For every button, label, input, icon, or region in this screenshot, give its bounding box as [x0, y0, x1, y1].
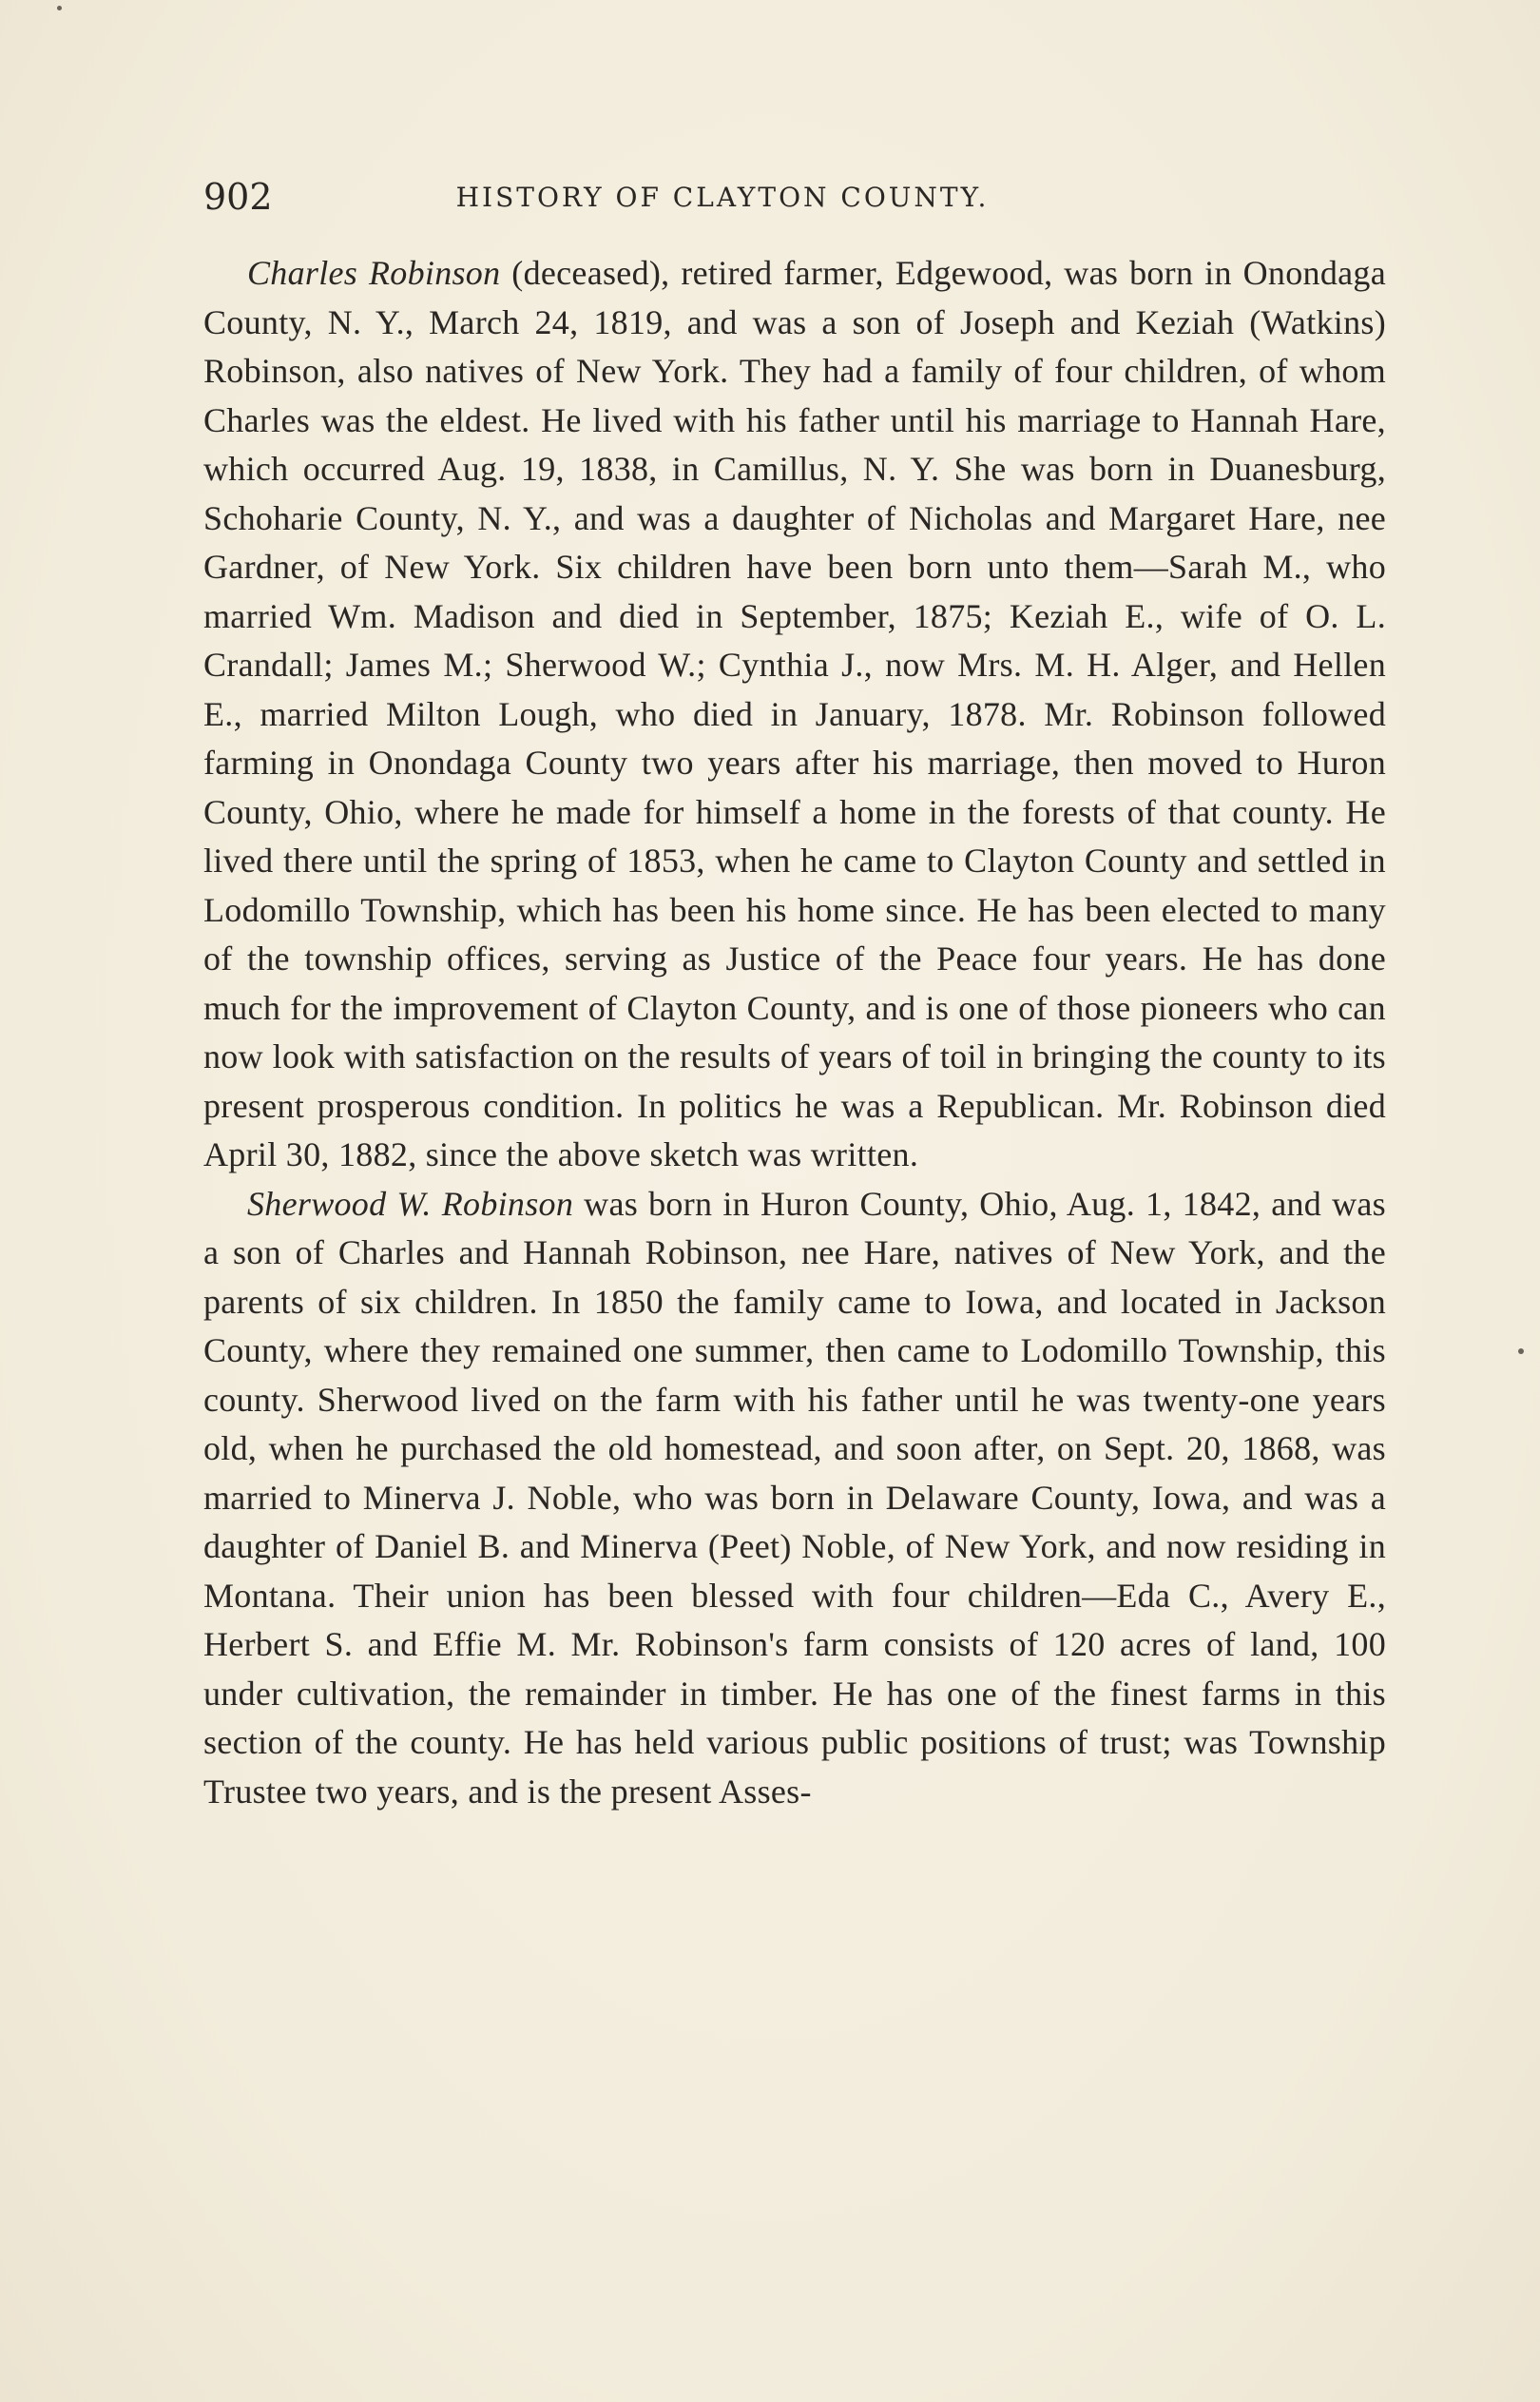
running-title: HISTORY OF CLAYTON COUNTY. — [455, 182, 990, 213]
subject-name: Charles Robinson — [247, 254, 501, 292]
paragraph-body: was born in Huron County, Ohio, Aug. 1, 1842, and was a son of Charles and Hannah Robinson, nee Hare, natives of New York, and the parents of six children. In 1850 the family came to Iowa, and located in Jackson County, where they remained one summer, then came to Lodomillo Township, this county. Sherwood lived on the farm with his father until he was twenty-one years old, when he purchased the old homestead, and soon after, on Sept. 20, 1868, was married to Minerva J. Noble, who was born in Delaware County, Iowa, and was a daughter of Daniel B. and Minerva (Peet) Noble, of New York, and now residing in Montana. Their union has been blessed with four children—Eda C., Avery E., Herbert S. and Effie M. Mr. Robinson's farm consists of 120 acres of land, 100 under cultivation, the remainder in timber. He has one of the finest farms in this section of the county. He has held various public positions of trust; was Township Trustee two years, and is the present Asses- — [203, 1184, 1386, 1811]
paragraph-sherwood-robinson — [203, 1180, 1386, 1817]
running-head — [203, 173, 1356, 221]
body-text — [203, 249, 1386, 1816]
margin-speck — [1518, 1348, 1524, 1354]
paragraph-body: (deceased), retired farmer, Edgewood, was born in Onondaga County, N. Y., March 24, 1819, and was a son of Joseph and Keziah (Watkins) Robinson, also natives of New York. They had a family of four children, of whom Charles was the eldest. He lived with his father until his marriage to Hannah Hare, which occurred Aug. 19, 1838, in Camillus, N. Y. She was born in Duanesburg, Schoharie County, N. Y., and was a daughter of Nicholas and Margaret Hare, nee Gardner, of New York. Six children have been born unto them—Sarah M., who married Wm. Madison and died in September, 1875; Keziah E., wife of O. L. Crandall; James M.; Sherwood W.; Cynthia J., now Mrs. M. H. Alger, and Hellen E., married Milton Lough, who died in January, 1878. Mr. Robinson followed farming in Onondaga County two years after his marriage, then moved to Huron County, Ohio, where he made for himself a home in the forests of that county. He lived there until the spring of 1853, when he came to Clayton County and settled in Lodomillo Township, which has been his home since. He has been elected to many of the township offices, serving as Justice of the Peace four years. He has done much for the improvement of Clayton County, and is one of those pioneers who can now look with satisfaction on the results of years of toil in bringing the county to its present prosperous condition. In politics he was a Republican. Mr. Robinson died April 30, 1882, since the above sketch was written. — [203, 254, 1386, 1173]
paragraph-charles-robinson — [203, 249, 1386, 1180]
page-number: 902 — [203, 176, 273, 218]
subject-name: Sherwood W. Robinson — [247, 1184, 574, 1223]
margin-speck — [57, 6, 62, 10]
